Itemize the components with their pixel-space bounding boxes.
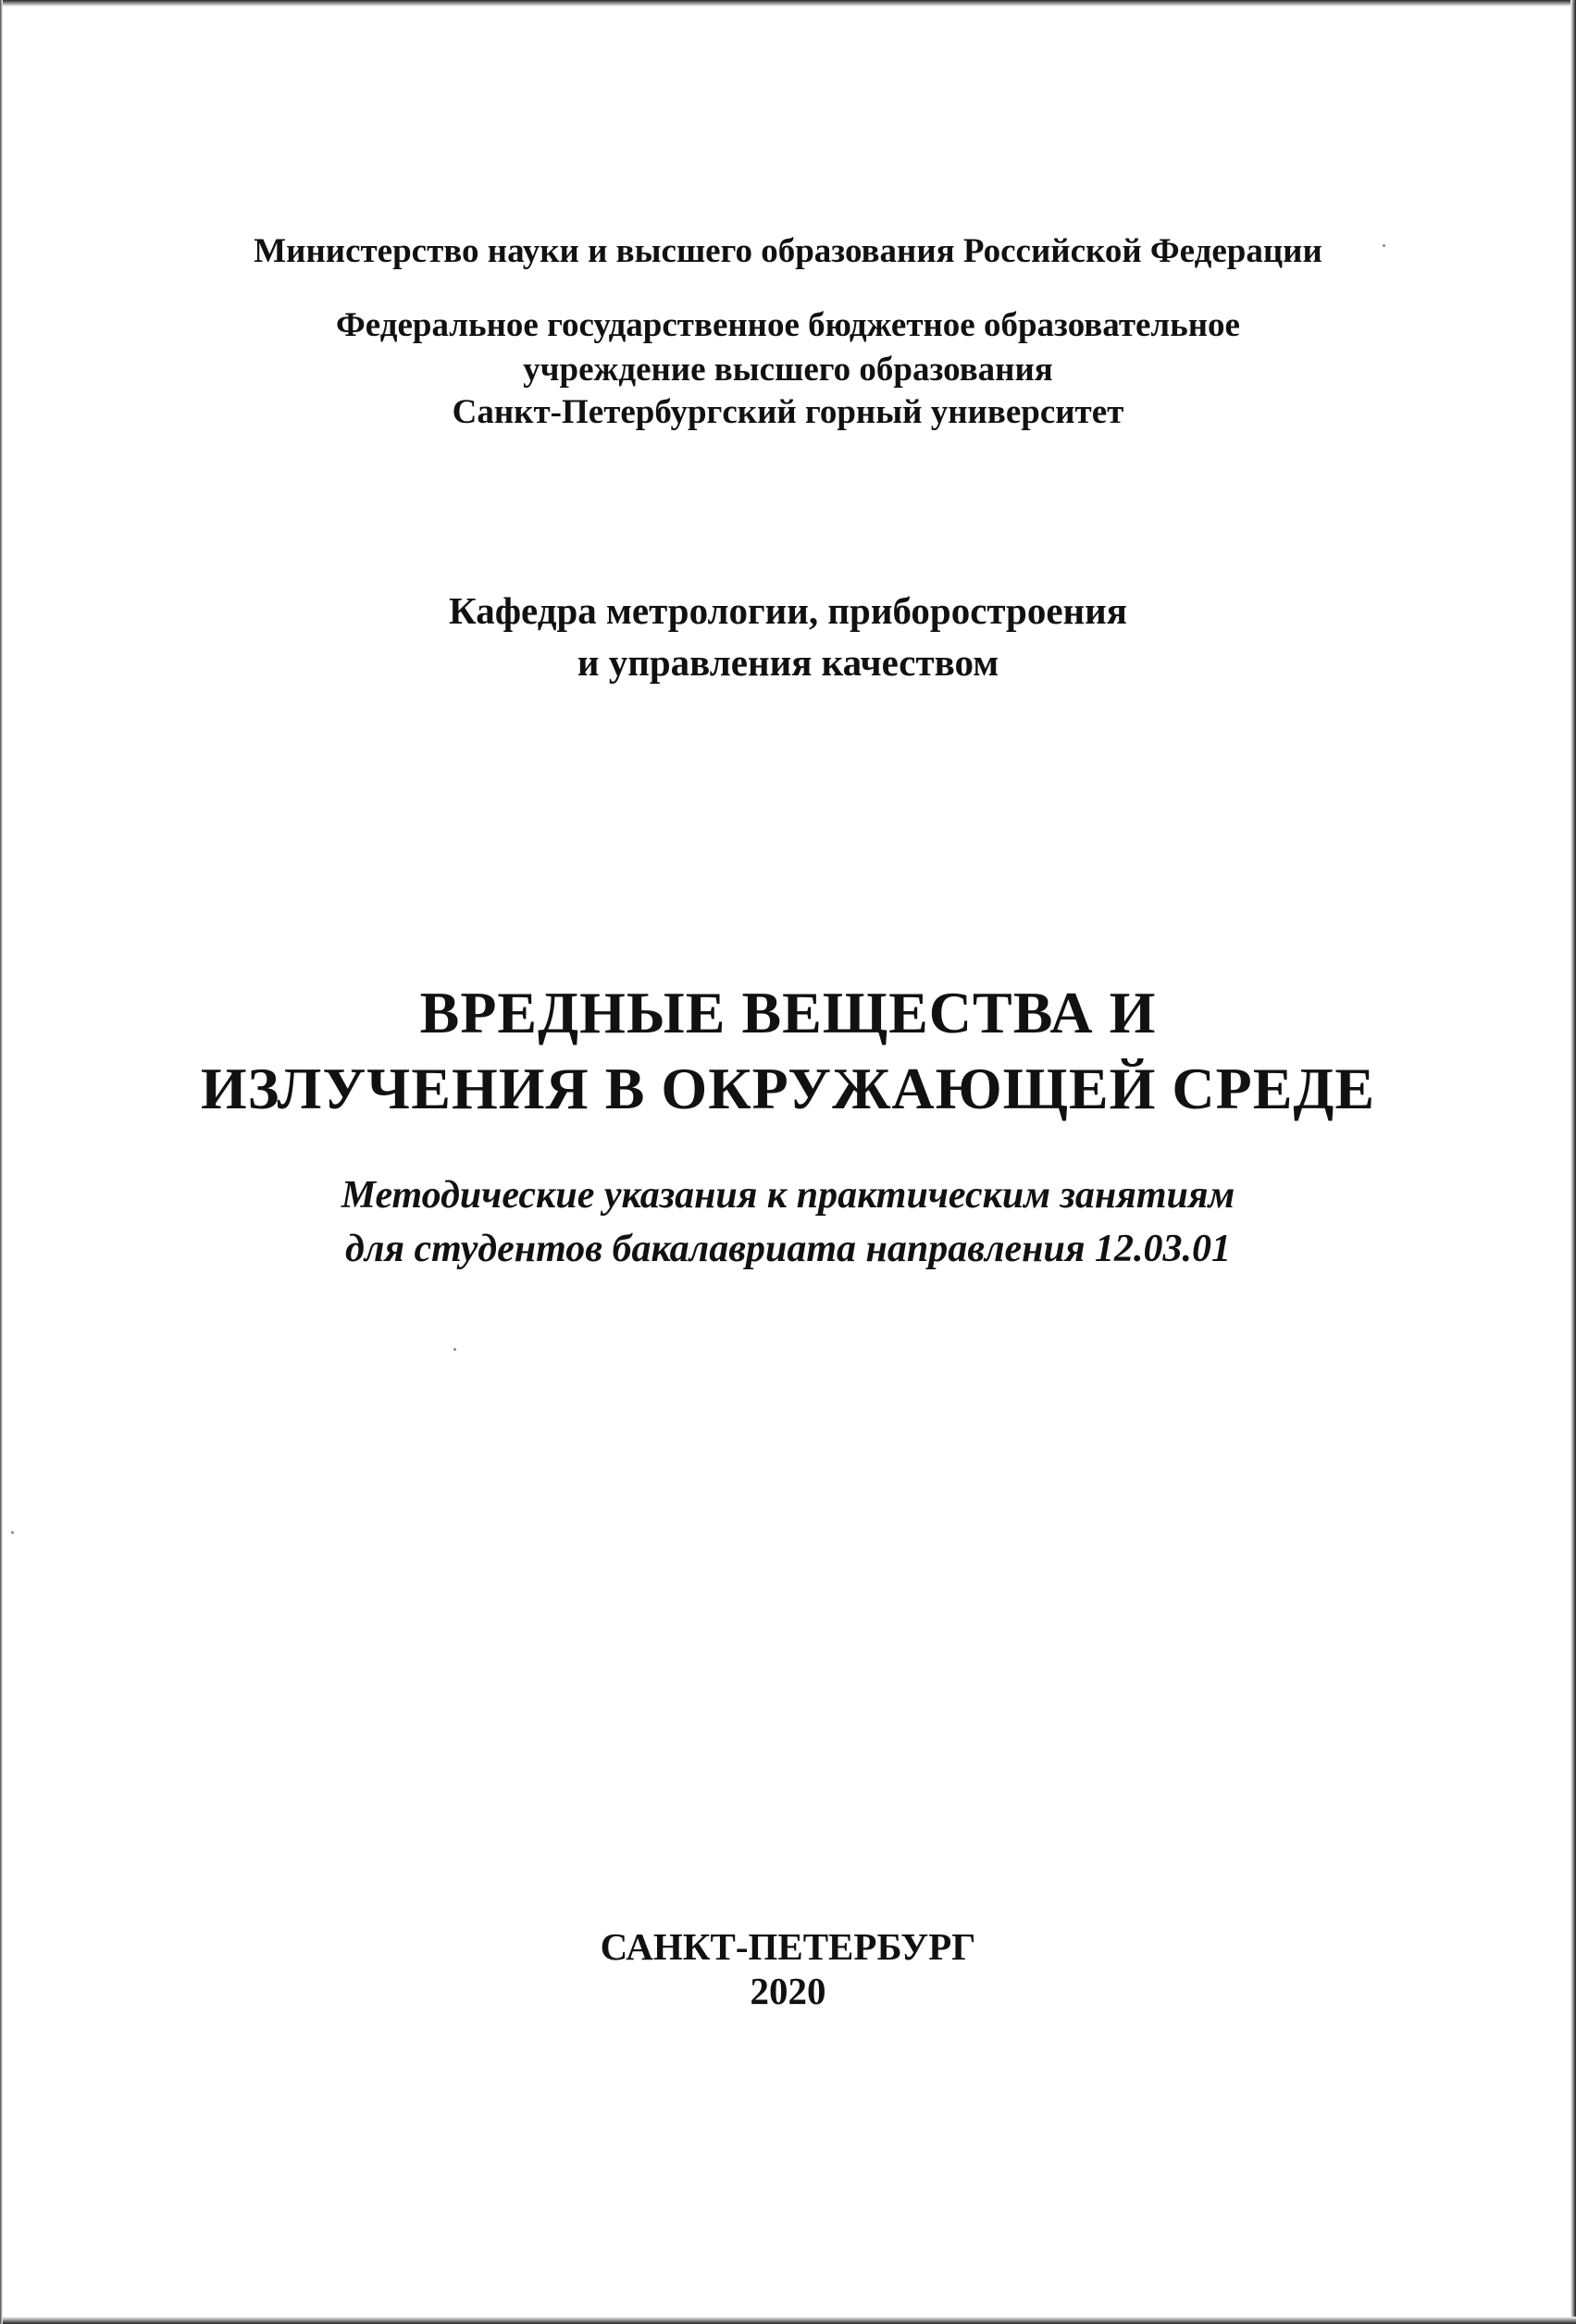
document-title-line-2: ИЗЛУЧЕНИЯ В ОКРУЖАЮЩЕЙ СРЕДЕ: [200, 1056, 1376, 1121]
document-subtitle-line-2: для студентов бакалавриата направления 12.03.01: [345, 1228, 1231, 1270]
publication-city: САНКТ-ПЕТЕРБУРГ: [600, 1925, 976, 1968]
scan-speck: [453, 1348, 456, 1351]
scan-edge-top: [0, 0, 1576, 6]
publication-year: 2020: [750, 1970, 826, 2012]
scan-edge-bottom: [0, 2317, 1576, 2324]
institution-line-1: Федеральное государственное бюджетное образовательное: [336, 306, 1240, 344]
institution-line-3: Санкт-Петербургский горный университет: [452, 393, 1124, 431]
department-line-1: Кафедра метрологии, приборостроения: [449, 589, 1127, 632]
document-subtitle-line-1: Методические указания к практическим занятиям: [341, 1174, 1235, 1217]
department-line-2: и управления качеством: [577, 641, 999, 684]
scan-speck: [11, 1531, 14, 1534]
document-title-line-1: ВРЕДНЫЕ ВЕЩЕСТВА И: [419, 980, 1157, 1045]
ministry-name: Министерство науки и высшего образования Российской Федерации: [254, 232, 1322, 270]
institution-line-2: учреждение высшего образования: [523, 351, 1053, 389]
